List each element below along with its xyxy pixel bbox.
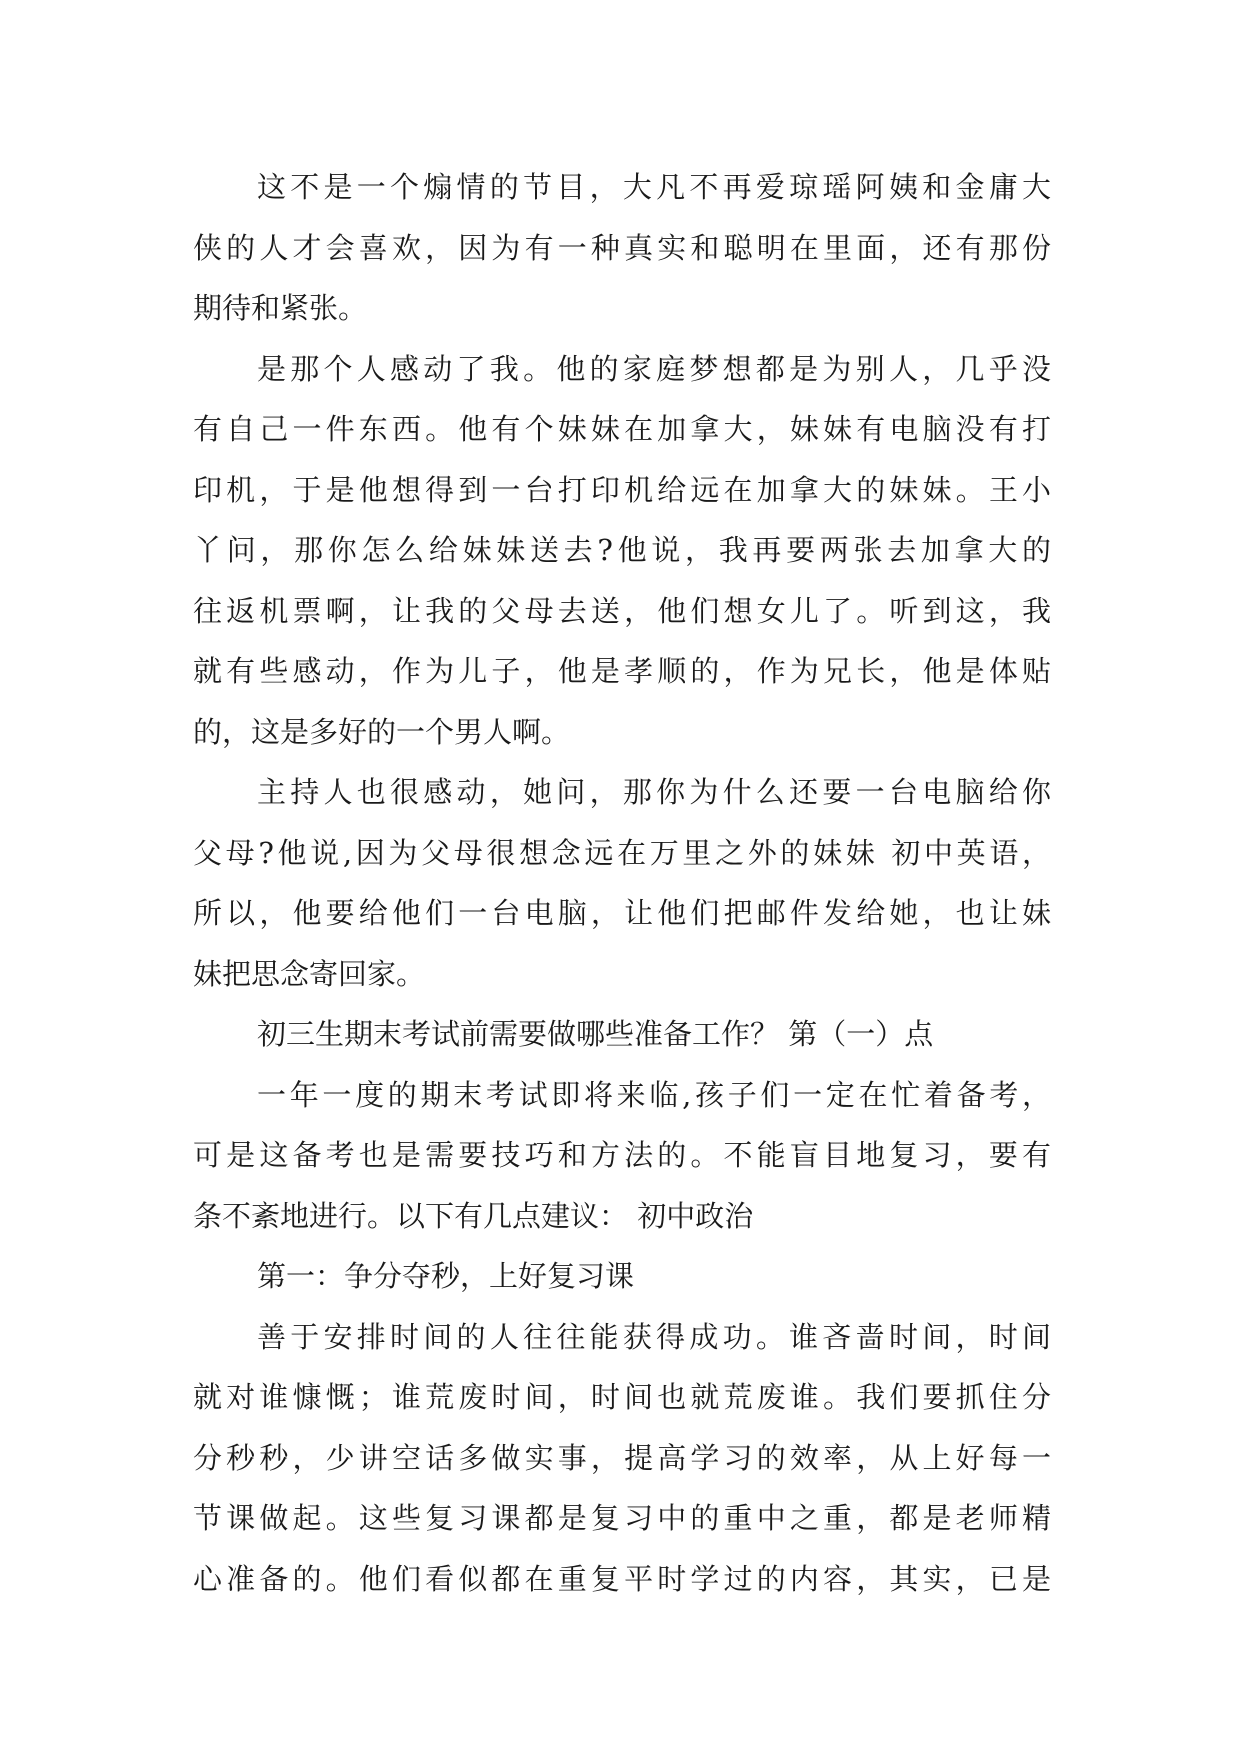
text-line: 节课做起。这些复习课都是复习中的重中之重，都是老师精	[193, 1501, 1051, 1535]
text-line: 初三生期末考试前需要做哪些准备工作？ 第（一）点	[257, 1017, 934, 1051]
text-line: 一年一度的期末考试即将来临,孩子们一定在忙着备考，	[257, 1077, 1051, 1112]
text-line: 善于安排时间的人往往能获得成功。谁吝啬时间，时间	[257, 1319, 1051, 1354]
text-line: 父母?他说,因为父母很想念远在万里之外的妹妹 初中英语，	[193, 835, 1051, 870]
text-line: 丫问，那你怎么给妹妹送去?他说，我再要两张去加拿大的	[193, 533, 1051, 567]
text-line: 分秒秒，少讲空话多做实事，提高学习的效率，从上好每一	[193, 1440, 1051, 1475]
text-line: 可是这备考也是需要技巧和方法的。不能盲目地复习，要有	[193, 1138, 1051, 1172]
text-line: 往返机票啊，让我的父母去送，他们想女儿了。听到这，我	[193, 593, 1051, 628]
text-line: 期待和紧张。	[193, 291, 368, 325]
text-line: 第一：争分夺秒，上好复习课	[257, 1259, 635, 1293]
text-line: 主持人也很感动，她问，那你为什么还要一台电脑给你	[257, 775, 1051, 809]
text-line: 有自己一件东西。他有个妹妹在加拿大，妹妹有电脑没有打	[193, 412, 1051, 446]
text-line: 就对谁慷慨；谁荒废时间，时间也就荒废谁。我们要抓住分	[193, 1380, 1051, 1414]
text-line: 印机，于是他想得到一台打印机给远在加拿大的妹妹。王小	[193, 472, 1051, 507]
text-line: 侠的人才会喜欢，因为有一种真实和聪明在里面，还有那份	[193, 230, 1051, 265]
document-body	[193, 157, 1051, 1609]
text-line: 的，这是多好的一个男人啊。	[193, 714, 571, 749]
text-line: 是那个人感动了我。他的家庭梦想都是为别人，几乎没	[257, 351, 1051, 386]
text-line: 就有些感动，作为儿子，他是孝顺的，作为兄长，他是体贴	[193, 654, 1051, 688]
text-line: 心准备的。他们看似都在重复平时学过的内容，其实，已是	[193, 1561, 1051, 1596]
text-line: 妹把思念寄回家。	[193, 956, 426, 991]
text-line: 这不是一个煽情的节目，大凡不再爱琼瑶阿姨和金庸大	[257, 170, 1051, 204]
text-line: 条不紊地进行。以下有几点建议： 初中政治	[193, 1198, 754, 1233]
text-line: 所以，他要给他们一台电脑，让他们把邮件发给她，也让妹	[193, 896, 1051, 930]
